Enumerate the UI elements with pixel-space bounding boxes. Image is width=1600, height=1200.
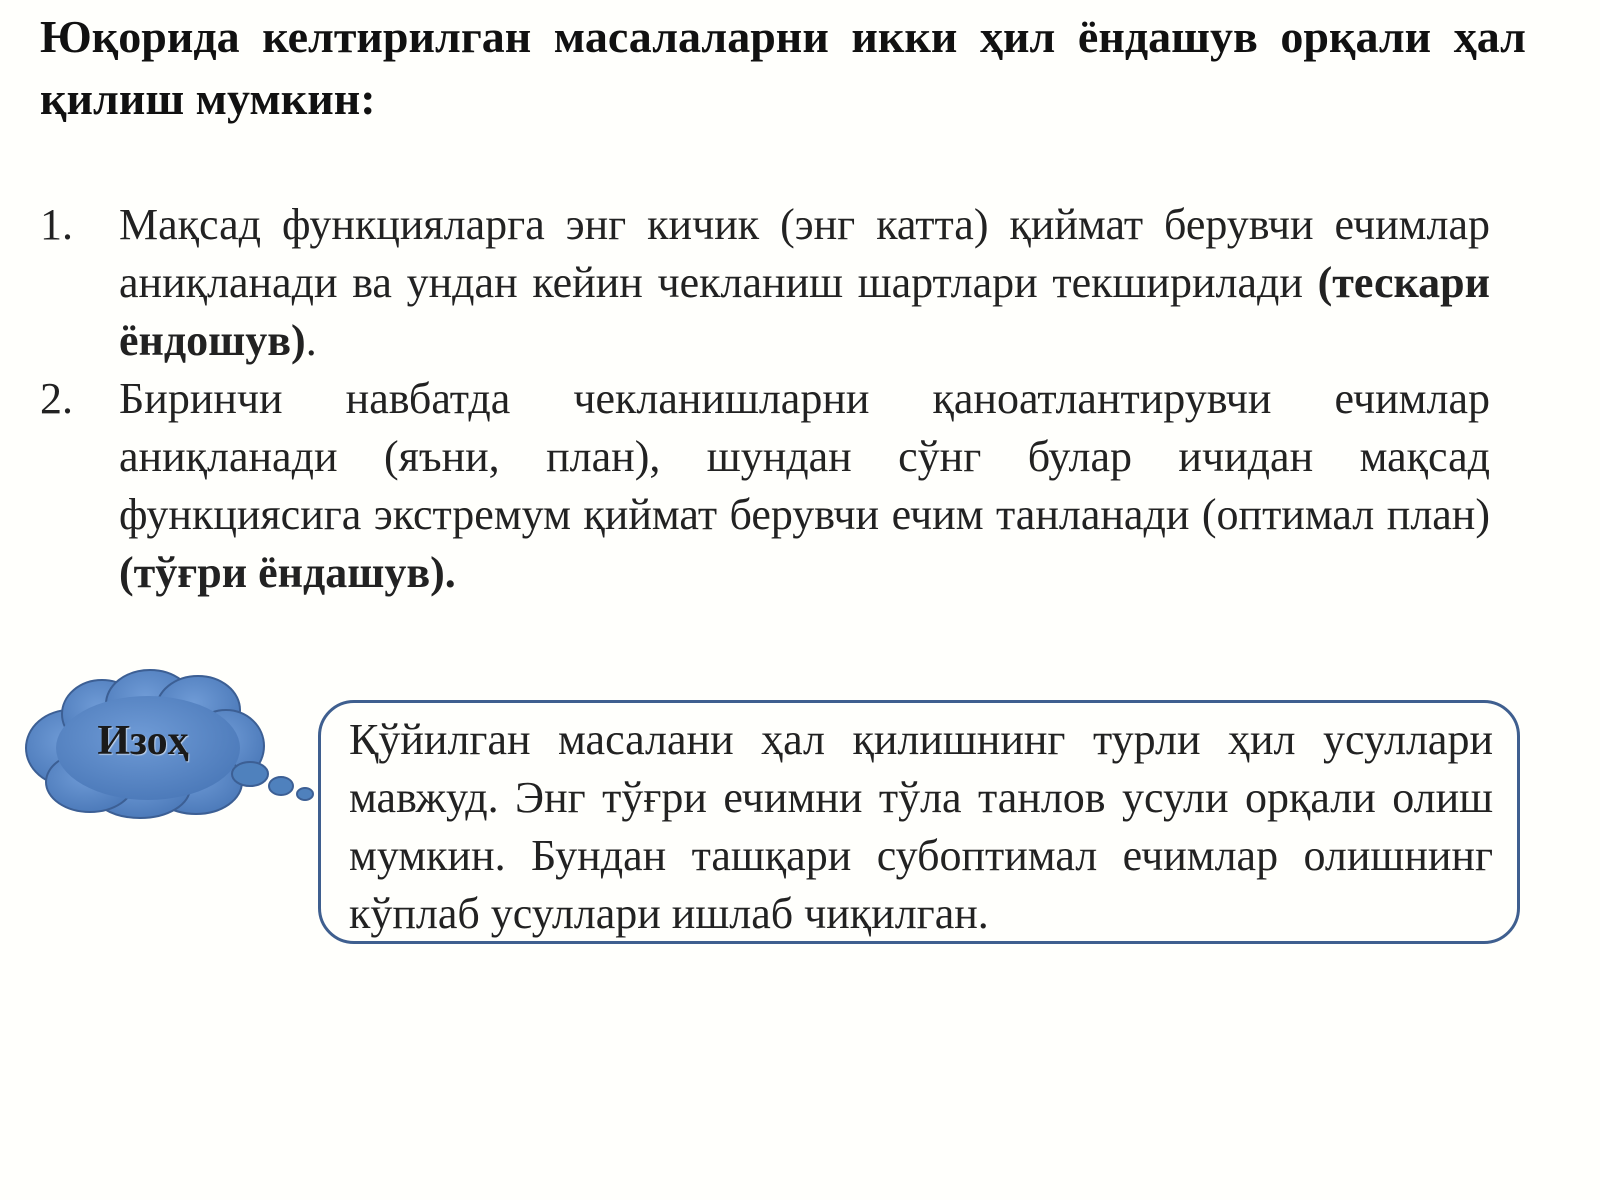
approach-term: (тескари ёндошув) [119,258,1490,365]
cloud-callout [18,666,324,822]
approach-text-end: . [305,316,317,365]
item-number: 1. [40,200,73,249]
approach-term: (тўғри ёндашув). [119,548,456,597]
approach-item-2 [40,370,1490,602]
item-number: 2. [40,374,73,423]
approach-list [40,196,1490,602]
note-text: Қўйилган масалани ҳал қилишнинг турли ҳил усуллари мавжуд. Энг тўғри ечимни тўла танлов усули орқали олиш мумкин. Бундан ташқари субоптимал ечимлар олишнинг кўплаб усуллари ишлаб чиқилган. [349,715,1493,938]
note-label: Изоҳ [97,718,189,764]
slide-title: Юқорида келтирилган масалаларни икки ҳил ёндашув орқали ҳал қилиш мумкин: [40,11,1526,124]
approach-text: Биринчи навбатда чекланишларни қаноатлантирувчи ечимлар аниқланади (яъни, план), шундан сўнг булар ичидан мақсад функциясига экстремум қиймат берувчи ечим танланади (оптимал план) [119,374,1490,539]
note-box [318,700,1520,944]
approach-text: Мақсад функцияларга энг кичик (энг катта) қиймат берувчи ечимлар аниқланади ва ундан кейин чекланиш шартлари текширилади [119,200,1490,307]
approach-item-1 [40,196,1490,370]
